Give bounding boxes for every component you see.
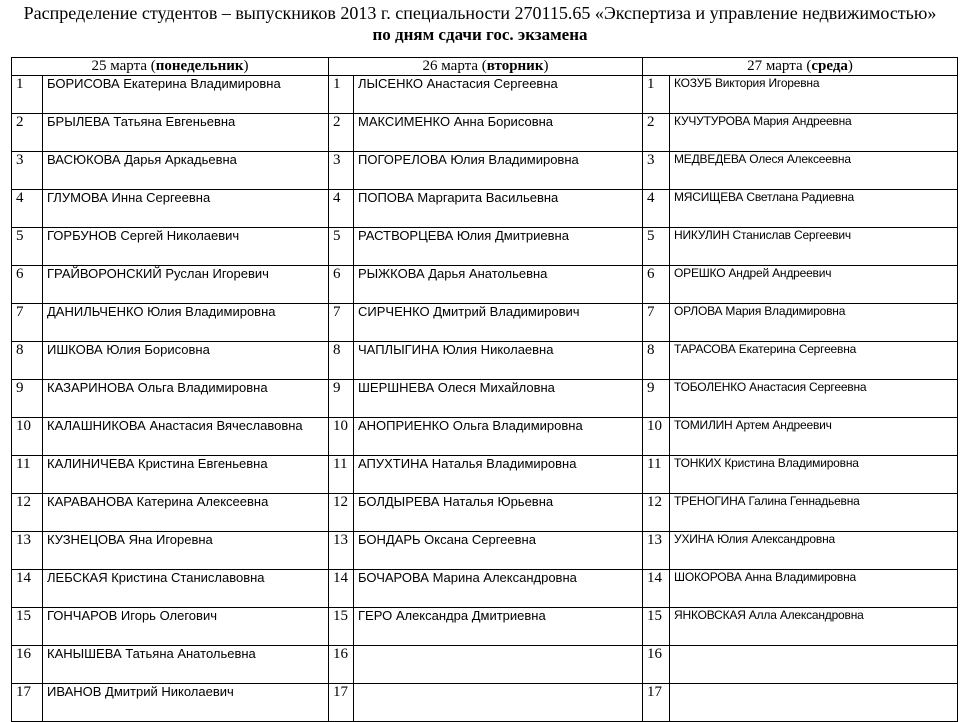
student-name-day1: БОРИСОВА Екатерина Владимировна [43, 76, 329, 114]
row-number-day3: 15 [643, 608, 670, 646]
row-number-day1: 11 [12, 456, 43, 494]
row-number-day3: 13 [643, 532, 670, 570]
table-row [12, 608, 958, 646]
table-row [12, 228, 958, 266]
row-number-day3: 12 [643, 494, 670, 532]
student-name-day2 [354, 646, 643, 684]
table-row [12, 570, 958, 608]
row-number-day1: 8 [12, 342, 43, 380]
row-number-day2: 13 [329, 532, 354, 570]
student-name-day1: ГЛУМОВА Инна Сергеевна [43, 190, 329, 228]
row-number-day3: 7 [643, 304, 670, 342]
table-row [12, 380, 958, 418]
student-name-day1: ВАСЮКОВА Дарья Аркадьевна [43, 152, 329, 190]
row-number-day1: 6 [12, 266, 43, 304]
student-name-day3: НИКУЛИН Станислав Сергеевич [670, 228, 958, 266]
student-name-day3: МЯСИЩЕВА Светлана Радиевна [670, 190, 958, 228]
row-number-day2: 14 [329, 570, 354, 608]
student-name-day3: ОРЕШКО Андрей Андреевич [670, 266, 958, 304]
student-name-day3: ТОБОЛЕНКО Анастасия Сергеевна [670, 380, 958, 418]
row-number-day1: 16 [12, 646, 43, 684]
student-name-day3: ТАРАСОВА Екатерина Сергеевна [670, 342, 958, 380]
row-number-day1: 4 [12, 190, 43, 228]
row-number-day3: 16 [643, 646, 670, 684]
exam-schedule-table [11, 57, 958, 722]
row-number-day3: 11 [643, 456, 670, 494]
row-number-day3: 14 [643, 570, 670, 608]
day-header-3: 27 марта (среда) [643, 58, 958, 76]
student-name-day3: КУЧУТУРОВА Мария Андреевна [670, 114, 958, 152]
student-name-day3: ТОНКИХ Кристина Владимировна [670, 456, 958, 494]
student-name-day1: ИВАНОВ Дмитрий Николаевич [43, 684, 329, 722]
student-name-day3: ЯНКОВСКАЯ Алла Александровна [670, 608, 958, 646]
table-row [12, 342, 958, 380]
student-name-day1: ИШКОВА Юлия Борисовна [43, 342, 329, 380]
row-number-day1: 15 [12, 608, 43, 646]
student-name-day2: ЛЫСЕНКО Анастасия Сергеевна [354, 76, 643, 114]
table-row [12, 646, 958, 684]
row-number-day2: 1 [329, 76, 354, 114]
row-number-day1: 7 [12, 304, 43, 342]
day-header-1: 25 марта (понедельник) [12, 58, 329, 76]
student-name-day1: КАНЫШЕВА Татьяна Анатольевна [43, 646, 329, 684]
student-name-day3: КОЗУБ Виктория Игоревна [670, 76, 958, 114]
student-name-day2: БОНДАРЬ Оксана Сергеевна [354, 532, 643, 570]
row-number-day1: 10 [12, 418, 43, 456]
row-number-day2: 3 [329, 152, 354, 190]
table-row [12, 76, 958, 114]
row-number-day1: 12 [12, 494, 43, 532]
student-name-day3: УХИНА Юлия Александровна [670, 532, 958, 570]
table-row [12, 190, 958, 228]
row-number-day2: 15 [329, 608, 354, 646]
student-name-day3 [670, 646, 958, 684]
row-number-day2: 8 [329, 342, 354, 380]
student-name-day1: БРЫЛЕВА Татьяна Евгеньевна [43, 114, 329, 152]
student-name-day1: ГОНЧАРОВ Игорь Олегович [43, 608, 329, 646]
student-name-day2: РАСТВОРЦЕВА Юлия Дмитриевна [354, 228, 643, 266]
row-number-day1: 13 [12, 532, 43, 570]
student-name-day1: КАРАВАНОВА Катерина Алексеевна [43, 494, 329, 532]
day-header-2: 26 марта (вторник) [329, 58, 643, 76]
student-name-day2: АНОПРИЕНКО Ольга Владимировна [354, 418, 643, 456]
row-number-day1: 2 [12, 114, 43, 152]
row-number-day2: 10 [329, 418, 354, 456]
document-title: Распределение студентов – выпускников 2013 г. специальности 270115.65 «Экспертиза и управление недвижимостью» [23, 3, 937, 23]
row-number-day3: 2 [643, 114, 670, 152]
student-name-day3: ТРЕНОГИНА Галина Геннадьевна [670, 494, 958, 532]
row-number-day2: 17 [329, 684, 354, 722]
row-number-day2: 2 [329, 114, 354, 152]
student-name-day2 [354, 684, 643, 722]
student-name-day2: БОЛДЫРЕВА Наталья Юрьевна [354, 494, 643, 532]
table-row [12, 152, 958, 190]
table-row [12, 418, 958, 456]
table-row [12, 266, 958, 304]
row-number-day1: 17 [12, 684, 43, 722]
row-number-day3: 9 [643, 380, 670, 418]
row-number-day3: 1 [643, 76, 670, 114]
student-name-day1: ГРАЙВОРОНСКИЙ Руслан Игоревич [43, 266, 329, 304]
student-name-day2: МАКСИМЕНКО Анна Борисовна [354, 114, 643, 152]
row-number-day1: 14 [12, 570, 43, 608]
row-number-day1: 1 [12, 76, 43, 114]
student-name-day1: ГОРБУНОВ Сергей Николаевич [43, 228, 329, 266]
row-number-day2: 16 [329, 646, 354, 684]
student-name-day2: ПОГОРЕЛОВА Юлия Владимировна [354, 152, 643, 190]
table-row [12, 494, 958, 532]
row-number-day2: 9 [329, 380, 354, 418]
student-name-day2: РЫЖКОВА Дарья Анатольевна [354, 266, 643, 304]
row-number-day1: 3 [12, 152, 43, 190]
row-number-day2: 7 [329, 304, 354, 342]
row-number-day3: 17 [643, 684, 670, 722]
row-number-day3: 8 [643, 342, 670, 380]
student-name-day1: КАЛИНИЧЕВА Кристина Евгеньевна [43, 456, 329, 494]
row-number-day2: 6 [329, 266, 354, 304]
row-number-day2: 12 [329, 494, 354, 532]
table-row [12, 456, 958, 494]
table-header-row [12, 58, 958, 76]
row-number-day3: 6 [643, 266, 670, 304]
student-name-day2: ШЕРШНЕВА Олеся Михайловна [354, 380, 643, 418]
student-name-day3 [670, 684, 958, 722]
student-name-day1: ДАНИЛЬЧЕНКО Юлия Владимировна [43, 304, 329, 342]
row-number-day3: 5 [643, 228, 670, 266]
student-name-day3: ТОМИЛИН Артем Андреевич [670, 418, 958, 456]
student-name-day3: МЕДВЕДЕВА Олеся Алексеевна [670, 152, 958, 190]
row-number-day1: 9 [12, 380, 43, 418]
student-name-day3: ОРЛОВА Мария Владимировна [670, 304, 958, 342]
student-name-day2: ПОПОВА Маргарита Васильевна [354, 190, 643, 228]
student-name-day1: КУЗНЕЦОВА Яна Игоревна [43, 532, 329, 570]
student-name-day2: АПУХТИНА Наталья Владимировна [354, 456, 643, 494]
row-number-day3: 4 [643, 190, 670, 228]
table-row [12, 532, 958, 570]
student-name-day2: ЧАПЛЫГИНА Юлия Николаевна [354, 342, 643, 380]
student-name-day2: ГЕРО Александра Дмитриевна [354, 608, 643, 646]
student-name-day1: КАЗАРИНОВА Ольга Владимировна [43, 380, 329, 418]
student-name-day1: КАЛАШНИКОВА Анастасия Вячеславовна [43, 418, 329, 456]
row-number-day3: 3 [643, 152, 670, 190]
document-subtitle: по дням сдачи гос. экзамена [372, 25, 588, 44]
student-name-day3: ШОКОРОВА Анна Владимировна [670, 570, 958, 608]
table-row [12, 114, 958, 152]
table-row [12, 684, 958, 722]
student-name-day2: СИРЧЕНКО Дмитрий Владимирович [354, 304, 643, 342]
row-number-day1: 5 [12, 228, 43, 266]
row-number-day2: 4 [329, 190, 354, 228]
student-name-day1: ЛЕБСКАЯ Кристина Станиславовна [43, 570, 329, 608]
row-number-day2: 5 [329, 228, 354, 266]
row-number-day3: 10 [643, 418, 670, 456]
table-row [12, 304, 958, 342]
row-number-day2: 11 [329, 456, 354, 494]
student-name-day2: БОЧАРОВА Марина Александровна [354, 570, 643, 608]
